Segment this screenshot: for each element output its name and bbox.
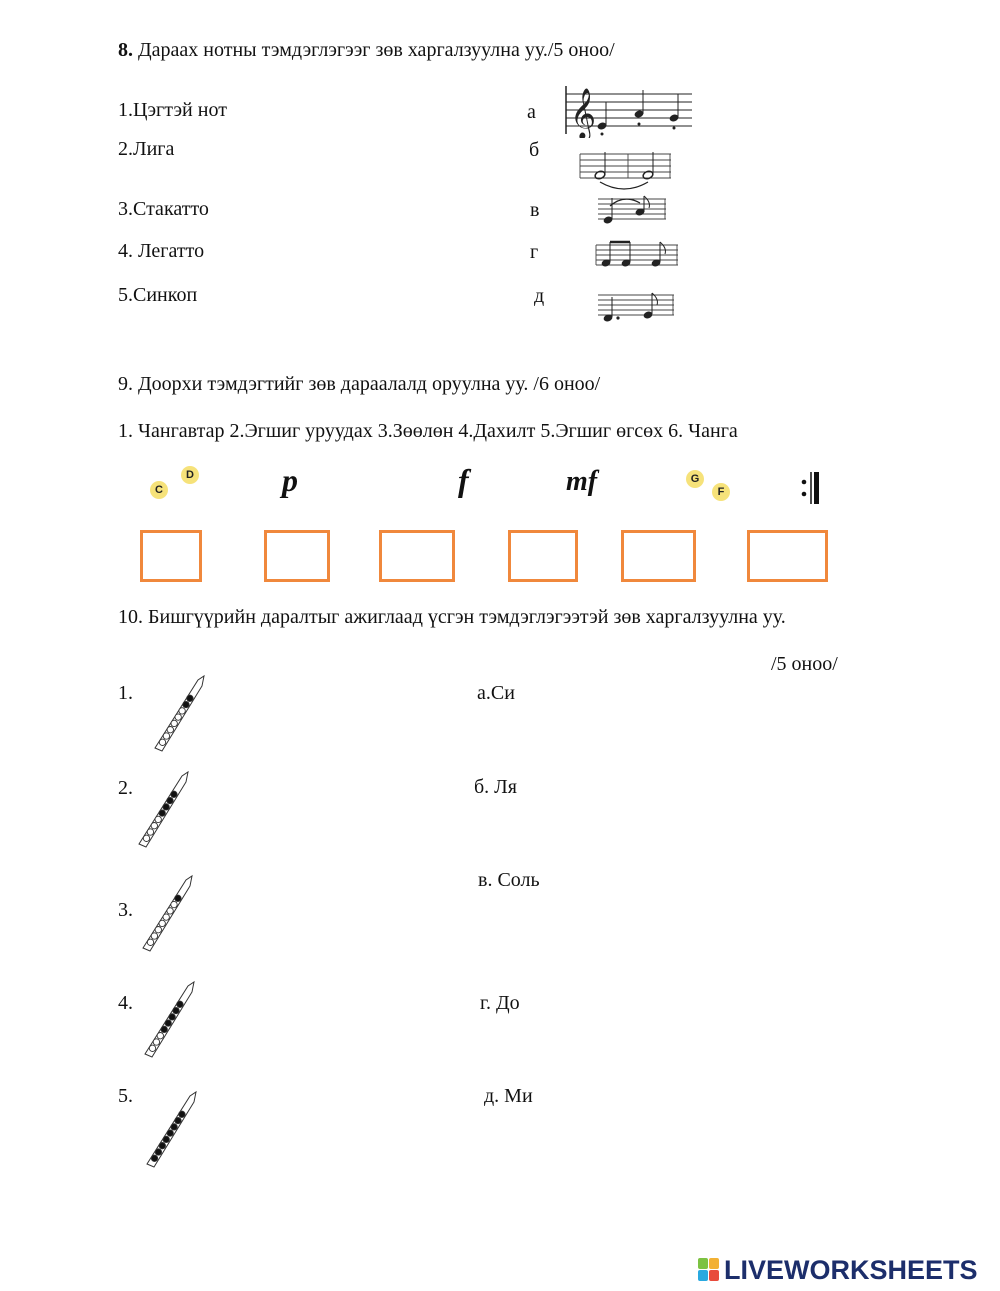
answer-box-2[interactable]	[264, 530, 330, 582]
open-hole	[163, 914, 169, 920]
repeat-sign-icon	[800, 470, 822, 506]
flute-fingering-5	[140, 1088, 200, 1170]
open-hole	[149, 1045, 155, 1051]
q10-number-5: 5.	[118, 1085, 133, 1107]
open-hole	[163, 733, 169, 739]
closed-hole	[187, 695, 193, 701]
staff-dotted-note-image	[596, 290, 676, 324]
open-hole	[175, 714, 181, 720]
closed-hole	[179, 1111, 185, 1117]
q8-letter-d: д	[534, 285, 545, 307]
q9-options: 1. Чангавтар 2.Эгшиг уруудах 3.Зөөлөн 4.Дахилт 5.Эгшиг өгсөх 6. Чанга	[118, 420, 738, 442]
q8-title: 8. Дараах нотны тэмдэглэгээг зөв харгалзуулна уу./5 оноо/	[118, 39, 615, 61]
open-hole	[151, 823, 157, 829]
open-hole	[155, 927, 161, 933]
staff-tie-image	[578, 148, 673, 196]
q9-title: 9. Доорхи тэмдэгтийг зөв дараалалд оруулна уу. /6 оноо/	[118, 373, 601, 395]
open-hole	[167, 727, 173, 733]
closed-hole	[175, 895, 181, 901]
q8-item-4: 4. Легатто	[118, 240, 205, 262]
open-hole	[171, 901, 177, 907]
brand-name: LIVEWORKSHEETS	[724, 1255, 978, 1285]
q8-letter-g: г	[530, 241, 539, 263]
symbol-piano: p	[282, 462, 298, 498]
staff-syncopation-image	[594, 240, 680, 272]
closed-hole	[175, 1117, 181, 1123]
open-hole	[159, 920, 165, 926]
flute-fingering-4	[138, 978, 198, 1060]
closed-hole	[177, 1001, 183, 1007]
svg-text:𝄞: 𝄞	[570, 88, 597, 138]
closed-hole	[163, 1136, 169, 1142]
q8-item-3: 3.Стакатто	[118, 198, 209, 220]
q10-title: 10. Бишгүүрийн даралтыг ажиглаад үсгэн тэмдэглэгээтэй зөв харгалзуулна уу.	[118, 606, 786, 628]
closed-hole	[171, 1124, 177, 1130]
symbol-mezzo-forte: mf	[566, 466, 598, 497]
q10-answer-b: б. Ля	[474, 776, 517, 798]
note-label-c[interactable]: C	[150, 481, 168, 499]
closed-hole	[155, 1149, 161, 1155]
note-label-f[interactable]: F	[712, 483, 730, 501]
answer-box-6[interactable]	[747, 530, 828, 582]
closed-hole	[171, 791, 177, 797]
q10-answer-g: г. До	[480, 992, 520, 1014]
open-hole	[171, 720, 177, 726]
q10-number-4: 4.	[118, 992, 133, 1014]
closed-hole	[167, 797, 173, 803]
q10-answer-d: д. Ми	[484, 1085, 533, 1107]
open-hole	[155, 816, 161, 822]
q8-letter-b: б	[529, 139, 540, 161]
q10-number-1: 1.	[118, 682, 133, 704]
open-hole	[153, 1039, 159, 1045]
open-hole	[167, 908, 173, 914]
open-hole	[143, 835, 149, 841]
staff-staccato-image	[562, 80, 697, 138]
q10-answer-a: а.Си	[477, 682, 515, 704]
open-hole	[157, 1033, 163, 1039]
q8-letter-v: в	[530, 199, 540, 221]
open-hole	[159, 739, 165, 745]
flute-fingering-1	[148, 672, 208, 754]
closed-hole	[169, 1014, 175, 1020]
q10-number-3: 3.	[118, 899, 133, 921]
q10-answer-v: в. Соль	[478, 869, 540, 891]
closed-hole	[159, 810, 165, 816]
q10-points: /5 оноо/	[771, 653, 838, 675]
q8-item-5: 5.Синкоп	[118, 284, 198, 306]
liveworksheets-logo-icon	[698, 1258, 720, 1282]
closed-hole	[167, 1130, 173, 1136]
flute-fingering-2	[132, 768, 192, 850]
closed-hole	[159, 1143, 165, 1149]
closed-hole	[163, 804, 169, 810]
closed-hole	[161, 1026, 167, 1032]
q8-item-1: 1.Цэгтэй нот	[118, 99, 227, 121]
closed-hole	[183, 701, 189, 707]
q8-letter-a: а	[527, 101, 536, 123]
q8-item-2: 2.Лига	[118, 138, 175, 160]
answer-box-1[interactable]	[140, 530, 202, 582]
q10-number-2: 2.	[118, 777, 133, 799]
closed-hole	[165, 1020, 171, 1026]
flute-fingering-3	[136, 872, 196, 954]
open-hole	[147, 939, 153, 945]
symbol-forte: f	[458, 462, 469, 498]
note-label-g[interactable]: G	[686, 470, 704, 488]
answer-box-3[interactable]	[379, 530, 455, 582]
staff-slur-image	[596, 194, 668, 228]
answer-box-5[interactable]	[621, 530, 696, 582]
open-hole	[179, 708, 185, 714]
closed-hole	[151, 1155, 157, 1161]
closed-hole	[173, 1007, 179, 1013]
answer-box-4[interactable]	[508, 530, 578, 582]
note-label-d[interactable]: D	[181, 466, 199, 484]
open-hole	[151, 933, 157, 939]
open-hole	[147, 829, 153, 835]
